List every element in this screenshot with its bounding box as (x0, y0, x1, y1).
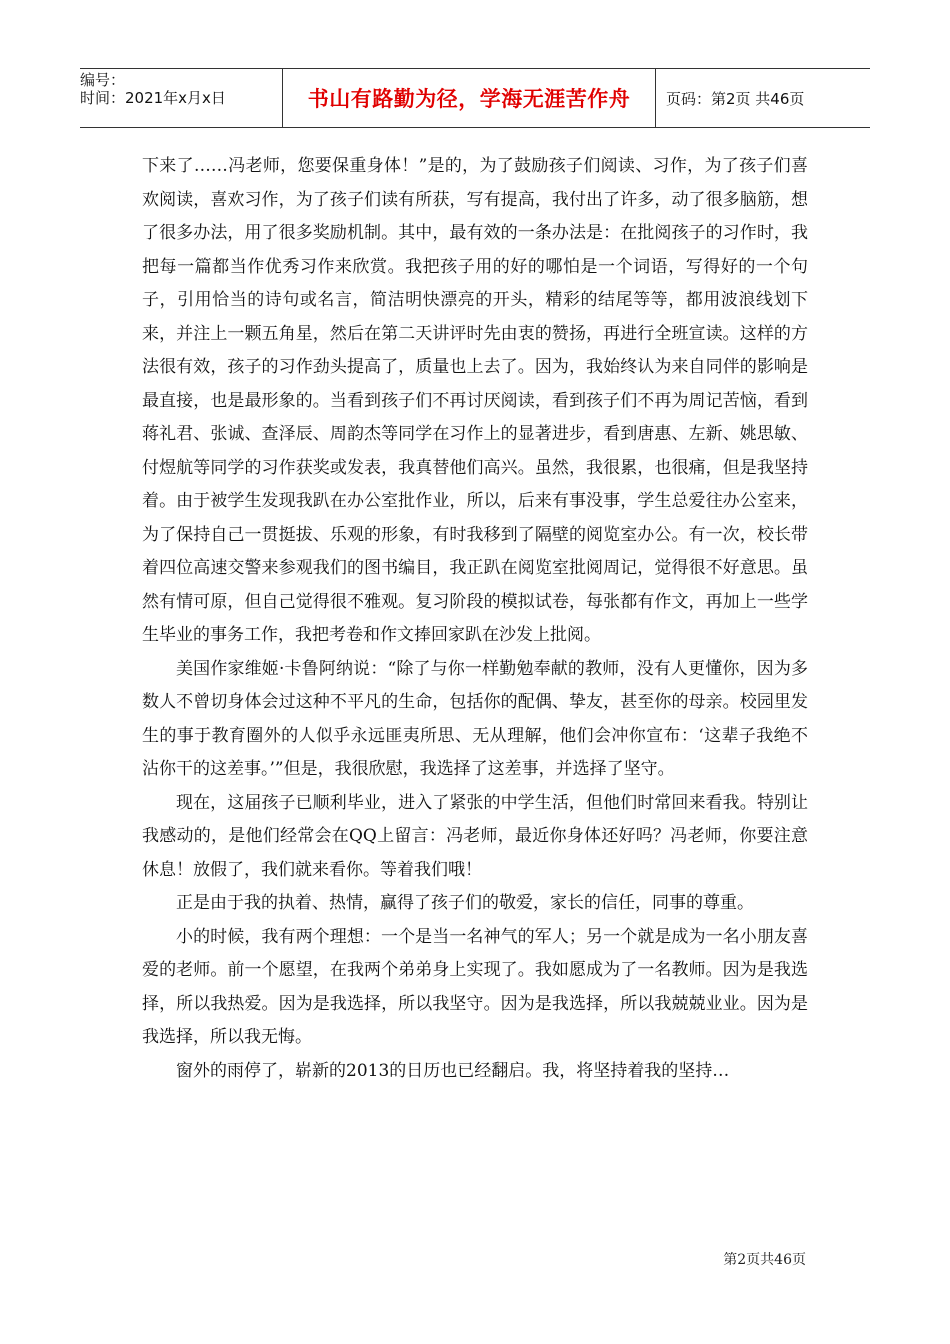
page-header (80, 68, 870, 128)
paragraph-5: 小的时候，我有两个理想：一个是当一名神气的军人；另一个就是成为一名小朋友喜爱的老师。前一个愿望，在我两个弟弟身上实现了。我如愿成为了一名教师。因为是我选择，所以我热爱。因为是我选择，所以我坚守。因为是我选择，所以我兢兢业业。因为是我选择，所以我无悔。 (142, 926, 808, 1047)
paragraph-6: 窗外的雨停了，崭新的2013的日历也已经翻启。我，将坚持着我的坚持… (176, 1060, 730, 1081)
header-motto: 书山有路勤为径，学海无涯苦作舟 (282, 69, 656, 127)
document-body (142, 150, 808, 1088)
paragraph-2: 美国作家维姬·卡鲁阿纳说：“除了与你一样勤勉奉献的教师，没有人更懂你，因为多数人不曾切身体会过这种不平凡的生命，包括你的配偶、挚友，甚至你的母亲。校园里发生的事于教育圈外的人似乎永远匪夷所思、无从理解，他们会冲你宣布：‘这辈子我绝不沾你干的这差事。’”但是，我很欣慰，我选择了这差事，并选择了坚守。 (142, 658, 808, 779)
page-footer: 第2页共46页 (723, 1252, 806, 1268)
code-label: 编号： (80, 71, 126, 89)
paragraph-3: 现在，这届孩子已顺利毕业，进入了紧张的中学生活，但他们时常回来看我。特别让我感动的，是他们经常会在QQ上留言：冯老师，最近你身体还好吗？冯老师，你要注意休息！放假了，我们就来看你。等着我们哦！ (142, 792, 808, 880)
header-meta (80, 69, 282, 127)
paragraph-1: 下来了……冯老师，您要保重身体！”是的，为了鼓励孩子们阅读、习作，为了孩子们喜欢阅读，喜欢习作，为了孩子们读有所获，写有提高，我付出了许多，动了很多脑筋，想了很多办法，用了很多奖励机制。其中，最有效的一条办法是：在批阅孩子的习作时，我把每一篇都当作优秀习作来欣赏。我把孩子用的好的哪怕是一个词语，写得好的一个句子，引用恰当的诗句或名言，简洁明快漂亮的开头，精彩的结尾等等，都用波浪线划下来，并注上一颗五角星，然后在第二天讲评时先由衷的赞扬，再进行全班宣读。这样的方法很有效，孩子的习作劲头提高了，质量也上去了。因为，我始终认为来自同伴的影响是最直接，也是最形象的。当看到孩子们不再讨厌阅读，看到孩子们不再为周记苦恼，看到蒋礼君、张诚、查泽辰、周韵杰等同学在习作上的显著进步，看到唐惠、左新、姚思敏、付煜航等同学的习作获奖或发表，我真替他们高兴。虽然，我很累，也很痛，但是我坚持着。由于被学生发现我趴在办公室批作业，所以，后来有事没事，学生总爱往办公室来，为了保持自己一贯挺拔、乐观的形象，有时我移到了隔壁的阅览室办公。有一次，校长带着四位高速交警来参观我们的图书编目，我正趴在阅览室批阅周记，觉得很不好意思。虽然有情可原，但自己觉得很不雅观。复习阶段的模拟试卷，每张都有作文，再加上一些学生毕业的事务工作，我把考卷和作文捧回家趴在沙发上批阅。 (142, 156, 808, 645)
header-page-info: 页码：第2页 共46页 (666, 89, 805, 108)
date-line: 时间：2021年x月x日 (80, 89, 226, 107)
paragraph-4: 正是由于我的执着、热情，赢得了孩子们的敬爱，家长的信任，同事的尊重。 (176, 893, 754, 913)
